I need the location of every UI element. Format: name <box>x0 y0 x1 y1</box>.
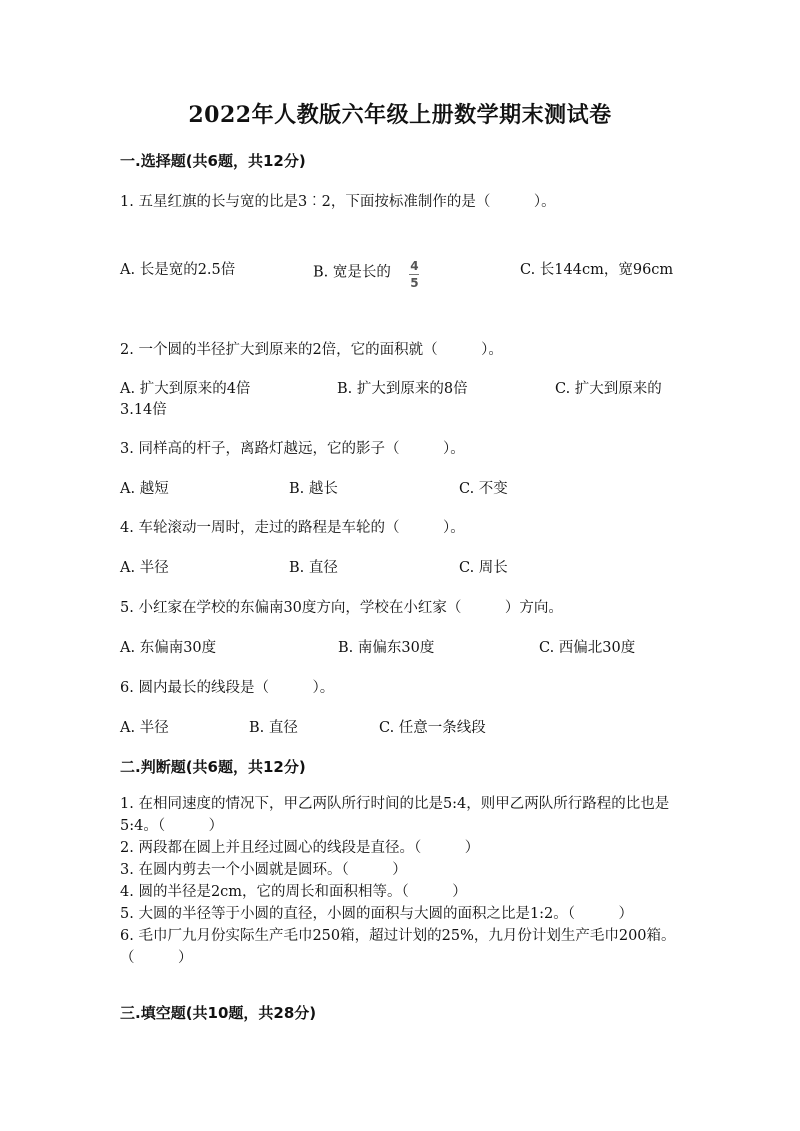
q2-option-a: A. 扩大到原来的4倍 <box>120 381 251 397</box>
judgment-item-5: 5. 大圆的半径等于小圆的直径，小圆的面积与大圆的面积之比是1:2。（ ） <box>120 906 634 922</box>
question-5: 5. 小红家在学校的东偏南30度方向，学校在小红家（ ）方向。 <box>120 600 563 616</box>
section-heading-judgment: 二.判断题(共6题，共12分) <box>120 758 306 776</box>
judgment-item-6: 6. 毛巾厂九月份实际生产毛巾250箱，超过计划的25%，九月份计划生产毛巾200箱。（ ） <box>120 928 676 966</box>
judgment-item-1: 1. 在相同速度的情况下，甲乙两队所行时间的比是5:4，则甲乙两队所行路程的比也是5:4。（ ） <box>120 796 670 834</box>
q2-option-c-continued: 3.14倍 <box>120 402 167 418</box>
q2-option-b: B. 扩大到原来的8倍 <box>337 381 468 397</box>
q5-option-c: C. 西偏北30度 <box>539 640 636 656</box>
q3-option-a: A. 越短 <box>120 481 169 497</box>
q1-option-c: C. 长144cm，宽96cm <box>520 262 674 278</box>
q6-option-a: A. 半径 <box>120 720 169 736</box>
q1-option-b-label: B. 宽是长的 <box>313 264 391 281</box>
fraction <box>409 260 419 289</box>
question-3: 3. 同样高的杆子，离路灯越远，它的影子（ ）。 <box>120 441 465 457</box>
judgment-list <box>120 793 680 969</box>
question-6: 6. 圆内最长的线段是（ ）。 <box>120 680 335 696</box>
page-title: 2022年人教版六年级上册数学期末测试卷 <box>188 102 612 128</box>
q1-option-b <box>313 258 419 290</box>
question-2: 2. 一个圆的半径扩大到原来的2倍，它的面积就（ ）。 <box>120 342 503 358</box>
judgment-item-2: 2. 两段都在圆上并且经过圆心的线段是直径。（ ） <box>120 840 480 856</box>
q1-option-a: A. 长是宽的2.5倍 <box>120 262 236 278</box>
section-heading-fill-blank: 三.填空题(共10题，共28分) <box>120 1004 317 1022</box>
section-heading-choice: 一.选择题(共6题，共12分) <box>120 152 306 170</box>
judgment-item-3: 3. 在圆内剪去一个小圆就是圆环。（ ） <box>120 862 407 878</box>
q5-option-b: B. 南偏东30度 <box>338 640 435 656</box>
q4-option-b: B. 直径 <box>289 560 338 576</box>
q5-option-a: A. 东偏南30度 <box>120 640 217 656</box>
fraction-bar <box>409 274 419 275</box>
fraction-denominator: 5 <box>410 276 419 290</box>
q6-option-c: C. 任意一条线段 <box>379 720 486 736</box>
question-4: 4. 车轮滚动一周时，走过的路程是车轮的（ ）。 <box>120 520 465 536</box>
q3-option-b: B. 越长 <box>289 481 338 497</box>
question-1: 1. 五星红旗的长与宽的比是3︰2，下面按标准制作的是（ ）。 <box>120 194 556 210</box>
q3-option-c: C. 不变 <box>459 481 508 497</box>
fraction-numerator: 4 <box>410 259 419 273</box>
q4-option-c: C. 周长 <box>459 560 508 576</box>
judgment-item-4: 4. 圆的半径是2cm，它的周长和面积相等。（ ） <box>120 884 467 900</box>
q2-option-c: C. 扩大到原来的 <box>555 381 662 397</box>
q6-option-b: B. 直径 <box>249 720 298 736</box>
q4-option-a: A. 半径 <box>120 560 169 576</box>
